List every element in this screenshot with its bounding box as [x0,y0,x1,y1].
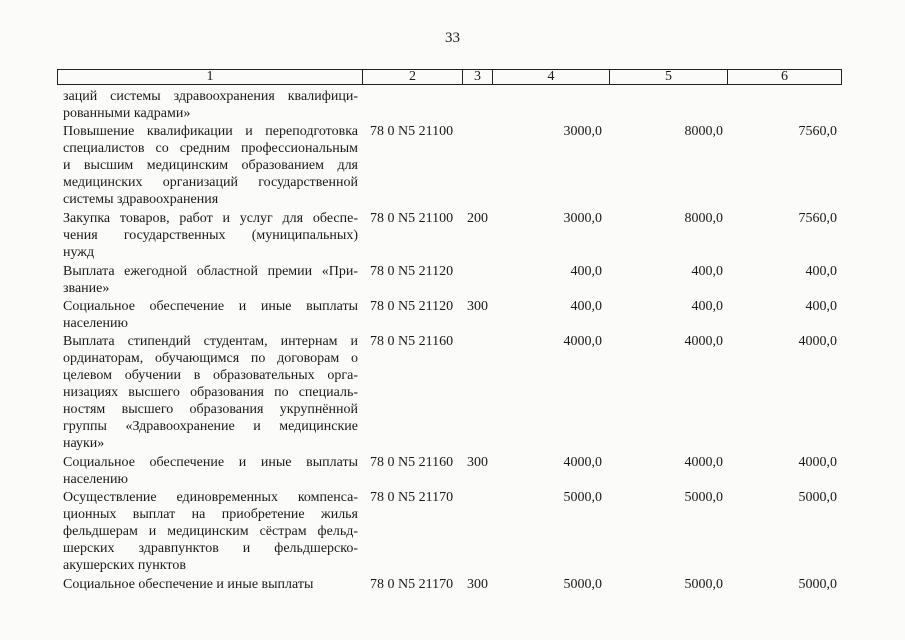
row-code: 78 0 N5 21120 [370,298,454,314]
row-value-col4: 5000,0 [563,577,602,593]
table-header [57,69,842,85]
row-name-line: системы здравоохранения [63,192,219,208]
row-value-col4: 400,0 [570,298,602,314]
header-col-2: 2 [363,70,463,84]
row-value-col6: 5000,0 [798,490,837,506]
row-name [63,576,358,593]
row-name-line: целевом обучении в образовательных орга- [63,367,358,383]
row-name-line: чения государственных (муниципальных) [63,228,358,244]
row-value-col5: 8000,0 [684,124,723,140]
row-value-col6: 4000,0 [798,333,837,349]
row-value-col6: 4000,0 [798,455,837,471]
row-name-line: группы «Здравоохранение и медицинские [63,418,358,434]
row-value-col6: 5000,0 [798,577,837,593]
row-name-line: ционных выплат на приобретение жилья [63,507,358,523]
row-name-line: Закупка товаров, работ и услуг для обеспе- [63,211,358,227]
row-value-col6: 400,0 [805,263,837,279]
row-name-line: Выплата стипендий студентам, интернам и [63,333,358,349]
row-code: 78 0 N5 21100 [370,124,454,140]
row-value-col4: 3000,0 [563,124,602,140]
row-name-line: Социальное обеспечение и иные выплаты [63,298,358,314]
row-name [63,489,358,574]
row-value-col5: 5000,0 [684,577,723,593]
row-name [63,454,358,488]
header-col-1: 1 [58,70,363,84]
row-name-line: населению [63,315,128,331]
row-name-line: заций системы здравоохранения квалифици- [63,89,358,104]
row-value-col4: 5000,0 [563,490,602,506]
row-code: 78 0 N5 21170 [370,490,454,506]
row-name-line: Социальное обеспечение и иные выплаты [63,577,314,593]
row-name-line: нужд [63,245,95,261]
header-col-6: 6 [781,69,788,84]
row-name-line: ординаторам, обучающимся по договорам о [63,350,358,366]
row-name-line: ностям высшего образования укрупнённой [63,401,358,417]
header-col-3: 3 [463,70,493,84]
row-name-line: Выплата ежегодной областной премии «При- [63,263,358,279]
row-name-line: Осуществление единовременных компенса- [63,490,358,506]
row-code: 78 0 N5 21100 [370,211,454,227]
row-name-line: фельдшерам и медицинским сёстрам фельд- [63,524,358,540]
row-value-col5: 8000,0 [684,211,723,227]
row-code: 78 0 N5 21160 [370,333,454,349]
row-name-line: низациях высшего образования по специаль- [63,384,358,400]
row-name [63,298,358,332]
row-value-col5: 400,0 [691,298,723,314]
row-name [63,263,358,297]
row-name-line: Повышение квалификации и переподготовка [63,124,358,140]
row-value-col6: 400,0 [805,298,837,314]
row-name-line: акушерских пунктов [63,558,186,574]
row-name-line: населению [63,472,128,488]
row-code: 78 0 N5 21170 [370,577,454,593]
row-value-col6: 7560,0 [798,124,837,140]
row-name [63,210,358,261]
row-name-line: и высшим медицинским образованием для [63,158,358,174]
row-value-col5: 5000,0 [684,490,723,506]
row-value-col5: 4000,0 [684,455,723,471]
header-col-5: 5 [610,70,728,84]
row-name-line: медицинских организаций государственной [63,175,358,191]
row-expense-type: 300 [467,455,488,471]
row-value-col4: 4000,0 [563,333,602,349]
row-code: 78 0 N5 21160 [370,455,454,471]
row-value-col6: 7560,0 [798,211,837,227]
header-col-4: 4 [493,70,610,84]
row-name-line: звание» [63,280,110,296]
page-number: 33 [445,30,460,46]
row-name [63,333,358,452]
row-name [63,88,358,122]
row-name-line: рованными кадрами» [63,106,191,121]
row-name-line: Социальное обеспечение и иные выплаты [63,455,358,471]
row-value-col4: 4000,0 [563,455,602,471]
row-value-col5: 4000,0 [684,333,723,349]
row-expense-type: 300 [467,577,488,593]
row-code: 78 0 N5 21120 [370,263,454,279]
row-value-col4: 400,0 [570,263,602,279]
row-name-line: шерских здравпунктов и фельдшерско- [63,541,358,557]
row-expense-type: 300 [467,298,488,314]
row-value-col5: 400,0 [691,263,723,279]
row-name [63,123,358,208]
row-expense-type: 200 [467,211,488,227]
row-name-line: науки» [63,435,105,451]
row-name-line: специалистов со средним профессиональным [63,141,358,157]
row-value-col4: 3000,0 [563,211,602,227]
